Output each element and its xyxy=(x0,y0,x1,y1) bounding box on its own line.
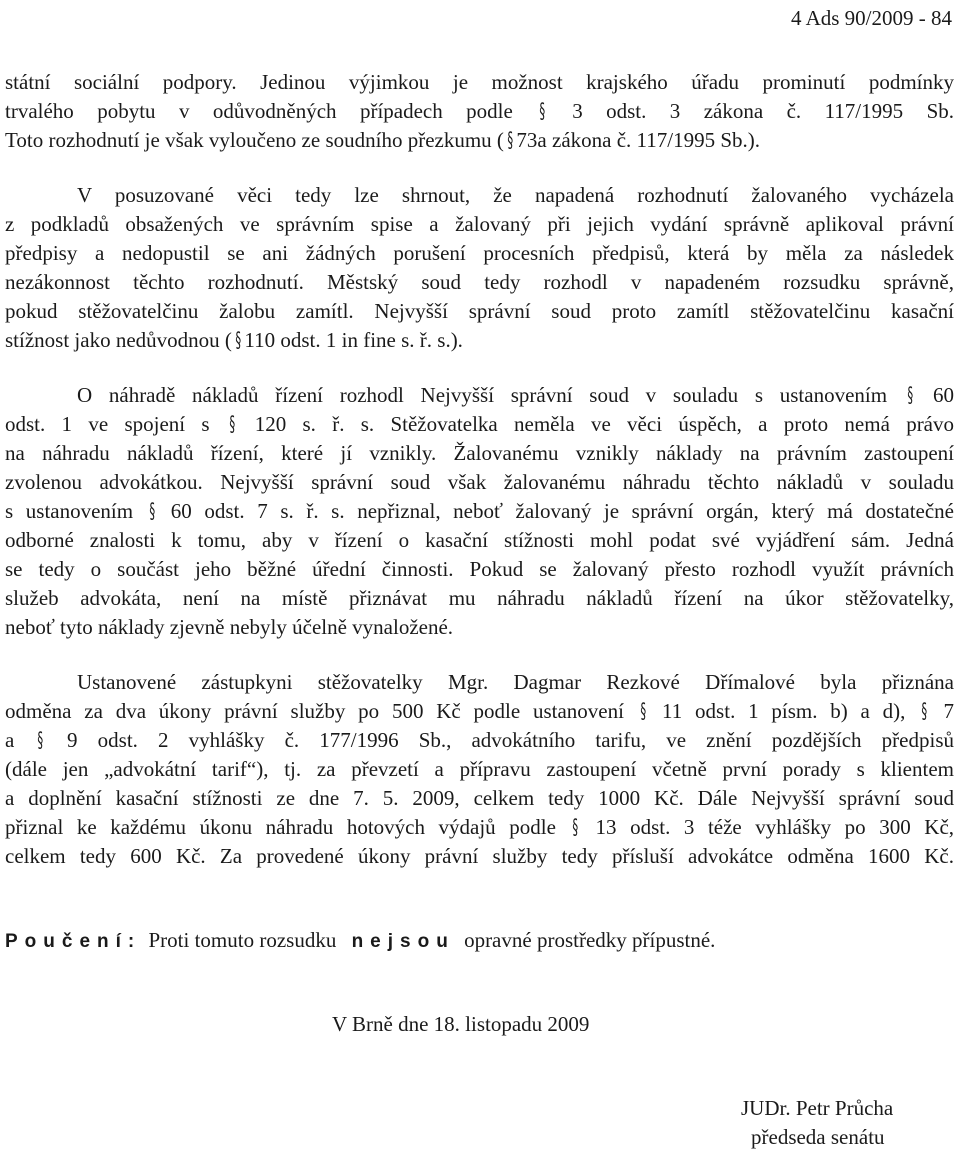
p3-line-8: služeb advokáta, není na místě přiznávat mu náhradu nákladů řízení na úkor stěžovatelky, xyxy=(5,586,954,610)
p4-line-6-text-a: přiznal ke každému úkonu náhradu hotových výdajů podle xyxy=(5,815,556,839)
p3-line-2-text-a: odst. 1 ve spojení s xyxy=(5,412,210,436)
p1-line-2 xyxy=(5,101,954,122)
p4-line-2 xyxy=(5,701,954,722)
p4-line-2-text-a: odměna za dva úkony právní služby po 500 Kč podle ustanovení xyxy=(5,699,624,723)
section-symbol: § xyxy=(572,815,579,839)
p4-line-6 xyxy=(5,817,954,838)
p4-line-1: Ustanovené zástupkyni stěžovatelky Mgr. Dagmar Rezkové Dřímalové byla přiznána xyxy=(77,670,954,694)
p3-line-2-text-b: 120 s. ř. s. Stěžovatelka neměla ve věci úspěch, a proto nemá právo xyxy=(254,412,955,436)
section-symbol: § xyxy=(37,728,44,752)
section-symbol: § xyxy=(640,699,646,723)
p3-line-1 xyxy=(77,385,954,406)
instruction-emphasis: nejsou xyxy=(351,931,455,952)
p4-line-2-text-c: 7 xyxy=(943,699,955,723)
section-symbol: § xyxy=(921,699,928,723)
p4-line-6-text-b: 13 odst. 3 téže vyhlášky po 300 Kč, xyxy=(595,815,955,839)
p3-line-3: na náhradu nákladů řízení, které jí vznikly. Žalovanému vznikly náklady na právním zastoupení xyxy=(5,441,954,465)
signature-role: předseda senátu xyxy=(751,1125,885,1149)
p1-line-3 xyxy=(5,130,760,151)
p3-line-4: zvolenou advokátkou. Nejvyšší správní soud však žalovanému náhradu těchto nákladů v souladu xyxy=(5,470,954,494)
p4-line-3-text-b: 9 odst. 2 vyhlášky č. 177/1996 Sb., advokátního tarifu, ve znění pozdějších předpisů xyxy=(67,728,954,752)
section-symbol: § xyxy=(235,328,242,352)
section-symbol: § xyxy=(907,383,913,407)
p3-line-6: odborné znalosti k tomu, aby v řízení o kasační stížnosti mohl podat své vyjádření sám. Jedná xyxy=(5,528,954,552)
p2-line-6-text-a: stížnost jako nedůvodnou ( xyxy=(5,328,232,352)
p3-line-7: se tedy o součást jeho běžné úřední činnosti. Pokud se žalovaný přesto rozhodl využít právních xyxy=(5,557,954,581)
instruction-text-before: Proti tomuto rozsudku xyxy=(148,928,337,952)
p2-line-6 xyxy=(5,330,463,351)
p3-line-9: neboť tyto náklady zjevně nebyly účelně vynaložené. xyxy=(5,615,454,639)
p4-line-3 xyxy=(5,730,954,751)
p1-line-2-text-b: 3 odst. 3 zákona č. 117/1995 Sb. xyxy=(572,99,954,123)
place-date: V Brně dne 18. listopadu 2009 xyxy=(332,1012,590,1036)
p3-line-5-text-b: 60 odst. 7 s. ř. s. nepřiznal, neboť žalovaný je správní orgán, který má dostatečné xyxy=(170,499,954,523)
p3-line-5-text-a: s ustanovením xyxy=(5,499,134,523)
p1-line-3-text-a: Toto rozhodnutí je však vyloučeno ze soudního přezkumu ( xyxy=(5,128,504,152)
p2-line-6-text-b: 110 odst. 1 in fine s. ř. s.). xyxy=(244,328,463,352)
p3-line-5 xyxy=(5,501,954,522)
p1-line-3-text-b: 73a zákona č. 117/1995 Sb.). xyxy=(516,128,761,152)
p2-line-2: z podkladů obsažených ve správním spise a žalovaný při jejich vydání správně aplikoval právní xyxy=(5,212,954,236)
p4-line-7: celkem tedy 600 Kč. Za provedené úkony právní služby tedy přísluší advokátce odměna 1600 Kč. xyxy=(5,844,954,868)
case-number: 4 Ads 90/2009 - 84 xyxy=(790,6,952,30)
p1-line-1: státní sociální podpory. Jedinou výjimkou je možnost krajského úřadu prominutí podmínky xyxy=(5,70,954,94)
p2-line-4: nezákonnost těchto rozhodnutí. Městský soud tedy rozhodl v napadeném rozsudku správně, xyxy=(5,270,954,294)
p2-line-1: V posuzované věci tedy lze shrnout, že napadená rozhodnutí žalovaného vycházela xyxy=(77,183,954,207)
section-symbol: § xyxy=(229,412,236,436)
instruction-line xyxy=(5,930,715,951)
section-symbol: § xyxy=(539,99,546,123)
section-symbol: § xyxy=(149,499,155,523)
p4-line-5: a doplnění kasační stížnosti ze dne 7. 5. 2009, celkem tedy 1000 Kč. Dále Nejvyšší správní soud xyxy=(5,786,954,810)
p4-line-4: (dále jen „advokátní tarif“), tj. za převzetí a přípravu zastoupení včetně první porady s klientem xyxy=(5,757,954,781)
instruction-label: Poučení: xyxy=(5,931,142,952)
p4-line-3-text-a: a xyxy=(5,728,15,752)
p3-line-1-text-b: 60 xyxy=(933,383,954,407)
p4-line-2-text-b: 11 odst. 1 písm. b) a d), xyxy=(662,699,906,723)
instruction-text-after: opravné prostředky přípustné. xyxy=(464,928,716,952)
signature-name: JUDr. Petr Průcha xyxy=(741,1096,894,1120)
p1-line-2-text-a: trvalého pobytu v odůvodněných případech podle xyxy=(5,99,513,123)
section-symbol: § xyxy=(507,128,514,152)
p3-line-2 xyxy=(5,414,954,435)
p2-line-3: předpisy a nedopustil se ani žádných porušení procesních předpisů, která by měla za následek xyxy=(5,241,954,265)
p2-line-5: pokud stěžovatelčinu žalobu zamítl. Nejvyšší správní soud proto zamítl stěžovatelčinu kasační xyxy=(5,299,954,323)
p3-line-1-text-a: O náhradě nákladů řízení rozhodl Nejvyšší správní soud v souladu s ustanovením xyxy=(77,383,888,407)
